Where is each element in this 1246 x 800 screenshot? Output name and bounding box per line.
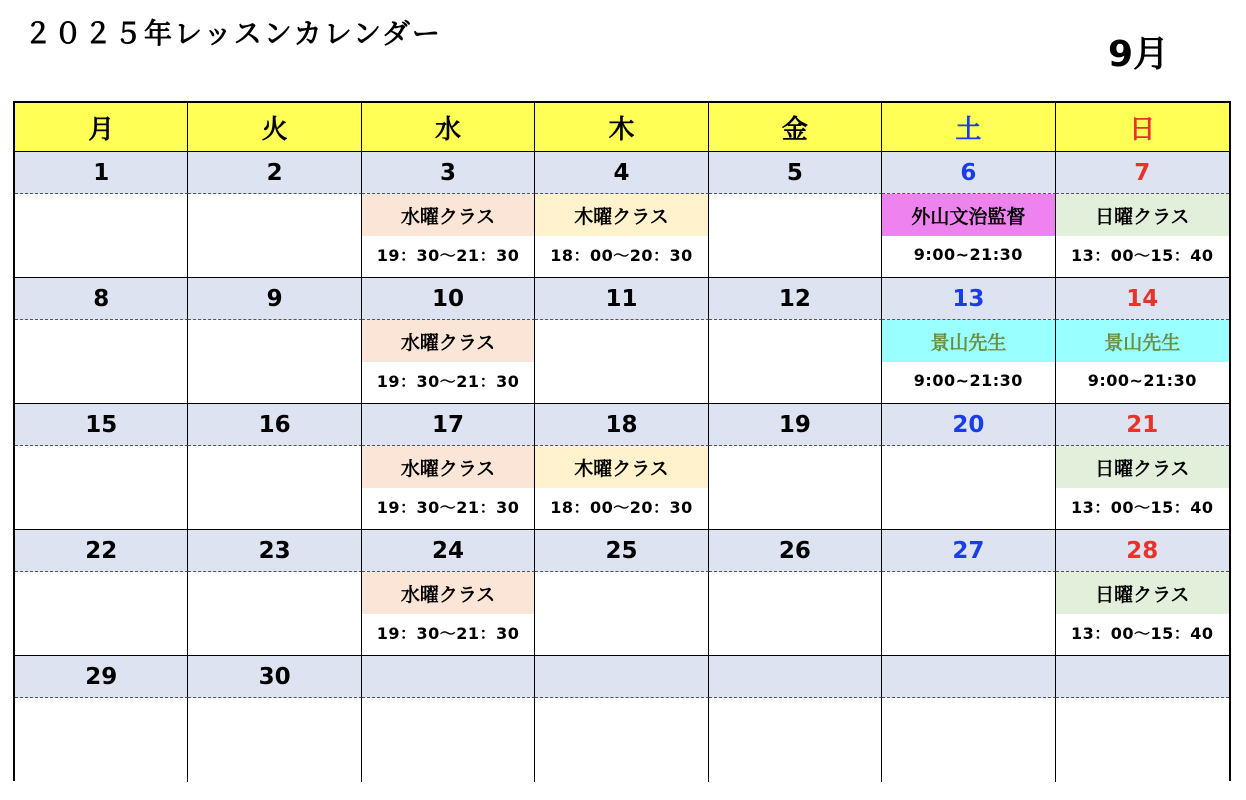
date-cell-thu: 25 [535, 530, 708, 572]
event-cell-tue [188, 194, 361, 278]
event-cell-sun [1056, 320, 1229, 404]
month-label: 9月 [1108, 34, 1170, 75]
event-time: 13：00～15：40 [1070, 623, 1214, 643]
event-label: 景山先生 [882, 320, 1054, 362]
date-cell-wed: 17 [362, 404, 535, 446]
date-cell-tue: 16 [188, 404, 361, 446]
date-cell-tue: 23 [188, 530, 361, 572]
event-cell-sat [882, 194, 1055, 278]
date-cell-mon: 8 [15, 278, 188, 320]
event-time: 19：30～21：30 [376, 245, 520, 265]
event-cell-fri [709, 698, 882, 782]
event-cell-mon [15, 320, 188, 404]
calendar-title: ２０２５年レッスンカレンダー [24, 17, 442, 50]
event-label: 木曜クラス [535, 446, 707, 488]
event-cell-thu [535, 194, 708, 278]
weekday-header-wed: 水 [362, 103, 535, 152]
date-cell-sun: 21 [1056, 404, 1229, 446]
event-cell-mon [15, 446, 188, 530]
date-cell-sat: 27 [882, 530, 1055, 572]
date-cell-sat: 6 [882, 152, 1055, 194]
event-time: 19：30～21：30 [376, 623, 520, 643]
event-cell-wed [362, 194, 535, 278]
event-cell-sat [882, 320, 1055, 404]
event-cell-wed [362, 320, 535, 404]
date-cell-thu: 18 [535, 404, 708, 446]
event-cell-tue [188, 698, 361, 782]
date-cell-sat: 20 [882, 404, 1055, 446]
event-time: 9:00~21:30 [913, 370, 1023, 390]
date-cell-tue: 9 [188, 278, 361, 320]
date-cell-mon: 29 [15, 656, 188, 698]
event-label: 木曜クラス [535, 194, 707, 236]
date-cell-fri: 5 [709, 152, 882, 194]
date-cell-thu: 11 [535, 278, 708, 320]
date-cell-wed [362, 656, 535, 698]
event-cell-sun [1056, 194, 1229, 278]
weekday-header-sat: 土 [882, 103, 1055, 152]
date-cell-thu [535, 656, 708, 698]
event-cell-sun [1056, 572, 1229, 656]
event-time: 18：00～20：30 [550, 497, 693, 517]
event-label: 水曜クラス [362, 194, 534, 236]
date-cell-wed: 10 [362, 278, 535, 320]
date-cell-tue: 2 [188, 152, 361, 194]
event-label: 水曜クラス [362, 446, 534, 488]
date-cell-sat [882, 656, 1055, 698]
event-cell-wed [362, 698, 535, 782]
event-cell-thu [535, 446, 708, 530]
date-cell-thu: 4 [535, 152, 708, 194]
event-label: 外山文治監督 [882, 194, 1054, 236]
event-time: 9:00~21:30 [1087, 370, 1197, 390]
date-cell-fri: 19 [709, 404, 882, 446]
event-time: 19：30～21：30 [376, 371, 520, 391]
event-cell-sun [1056, 446, 1229, 530]
event-cell-tue [188, 572, 361, 656]
calendar-grid [13, 101, 1231, 781]
event-time: 9:00~21:30 [913, 244, 1023, 264]
event-cell-fri [709, 320, 882, 404]
event-label: 景山先生 [1056, 320, 1229, 362]
date-cell-mon: 15 [15, 404, 188, 446]
date-cell-wed: 3 [362, 152, 535, 194]
event-time: 13：00～15：40 [1070, 245, 1214, 265]
event-cell-mon [15, 194, 188, 278]
event-cell-fri [709, 572, 882, 656]
event-time: 19：30～21：30 [376, 497, 520, 517]
weekday-header-fri: 金 [709, 103, 882, 152]
event-cell-thu [535, 572, 708, 656]
date-cell-mon: 1 [15, 152, 188, 194]
event-label: 日曜クラス [1056, 572, 1229, 614]
event-cell-sat [882, 698, 1055, 782]
event-label: 水曜クラス [362, 320, 534, 362]
event-cell-wed [362, 446, 535, 530]
event-cell-mon [15, 572, 188, 656]
date-cell-tue: 30 [188, 656, 361, 698]
event-cell-sat [882, 446, 1055, 530]
date-cell-mon: 22 [15, 530, 188, 572]
event-cell-thu [535, 698, 708, 782]
date-cell-sun [1056, 656, 1229, 698]
event-cell-tue [188, 320, 361, 404]
date-cell-sun: 28 [1056, 530, 1229, 572]
date-cell-sun: 14 [1056, 278, 1229, 320]
event-label: 日曜クラス [1056, 446, 1229, 488]
event-label: 日曜クラス [1056, 194, 1229, 236]
date-cell-sat: 13 [882, 278, 1055, 320]
event-cell-mon [15, 698, 188, 782]
date-cell-wed: 24 [362, 530, 535, 572]
event-time: 18：00～20：30 [550, 245, 693, 265]
event-cell-fri [709, 446, 882, 530]
weekday-header-sun: 日 [1056, 103, 1229, 152]
event-cell-sun [1056, 698, 1229, 782]
weekday-header-mon: 月 [15, 103, 188, 152]
weekday-header-tue: 火 [188, 103, 361, 152]
date-cell-fri [709, 656, 882, 698]
date-cell-sun: 7 [1056, 152, 1229, 194]
event-cell-fri [709, 194, 882, 278]
event-label: 水曜クラス [362, 572, 534, 614]
event-cell-wed [362, 572, 535, 656]
event-cell-sat [882, 572, 1055, 656]
event-cell-tue [188, 446, 361, 530]
date-cell-fri: 26 [709, 530, 882, 572]
date-cell-fri: 12 [709, 278, 882, 320]
event-cell-thu [535, 320, 708, 404]
event-time: 13：00～15：40 [1070, 497, 1214, 517]
weekday-header-thu: 木 [535, 103, 708, 152]
